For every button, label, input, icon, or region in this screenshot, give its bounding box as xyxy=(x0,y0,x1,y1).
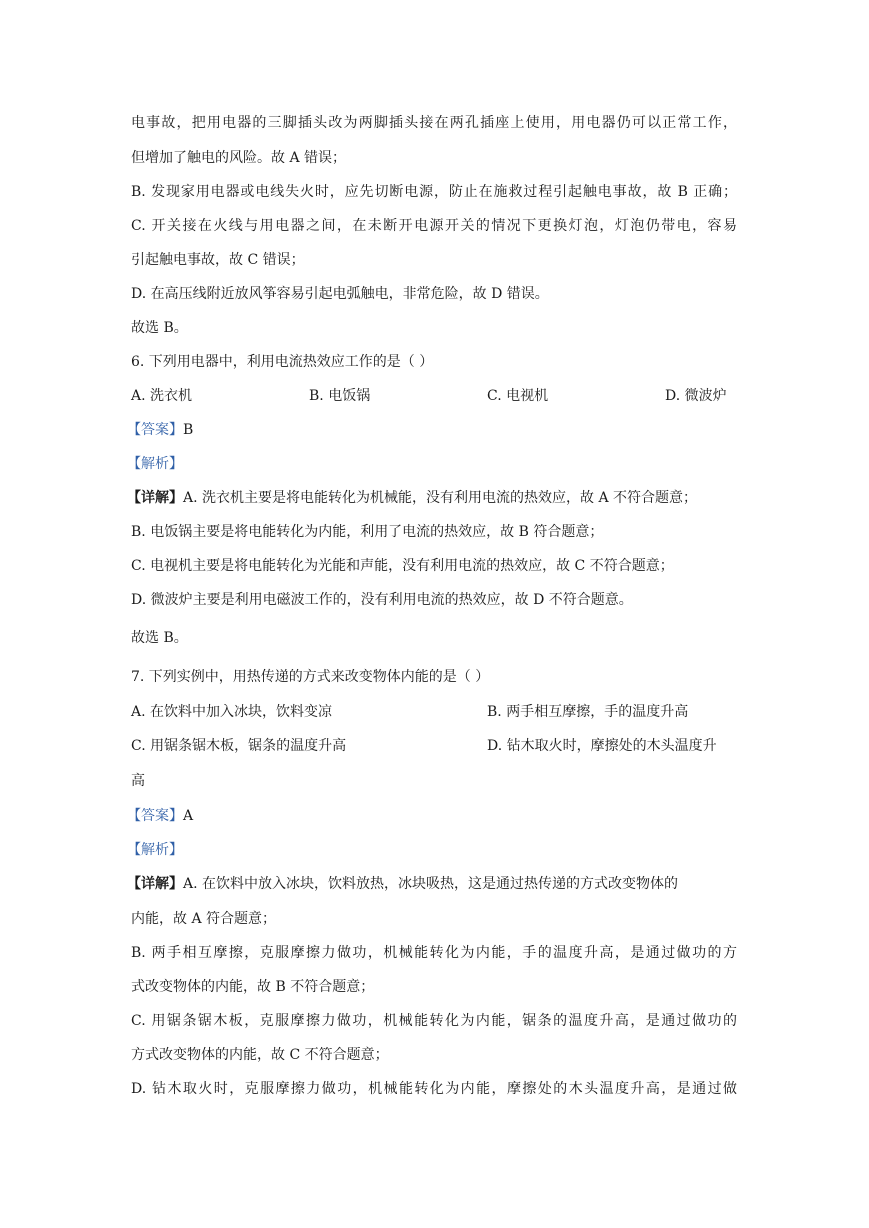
question-6-stem: 6. 下列用电器中，利用电流热效应工作的是（ ） xyxy=(131,354,434,370)
question-6-option-d: D. 微波炉 xyxy=(665,388,727,404)
question-7-option-a: A. 在饮料中加入冰块，饮料变凉 xyxy=(131,704,333,720)
paragraph-line: C. 用锯条锯木板，克服摩擦力做功，机械能转化为内能，锯条的温度升高，是通过做功的 xyxy=(131,1013,737,1029)
question-6-option-b: B. 电饭锅 xyxy=(309,388,371,404)
detail-text: A. 在饮料中放入冰块，饮料放热，冰块吸热，这是通过热传递的方式改变物体的 xyxy=(183,876,679,892)
paragraph-line: B. 两手相互摩擦，克服摩擦力做功，机械能转化为内能，手的温度升高，是通过做功的方 xyxy=(131,945,737,961)
question-6-detail xyxy=(127,488,697,508)
question-7-stem: 7. 下列实例中，用热传递的方式来改变物体内能的是（ ） xyxy=(131,669,490,685)
detail-tag: 【详解】 xyxy=(127,490,183,506)
question-7-option-d-continued: 高 xyxy=(131,773,145,789)
question-7-option-b: B. 两手相互摩擦，手的温度升高 xyxy=(487,704,689,720)
option-d-explanation: D. 在高压线附近放风筝容易引起电弧触电，非常危险，故 D 错误。 xyxy=(131,286,549,302)
paragraph-line: 电事故，把用电器的三脚插头改为两脚插头接在两孔插座上使用，用电器仍可以正常工作， xyxy=(131,115,737,131)
answer-tag: 【答案】 xyxy=(127,422,183,438)
analysis-tag: 【解析】 xyxy=(127,842,183,858)
paragraph-line: 但增加了触电的风险。故 A 错误； xyxy=(131,150,347,166)
question-6-option-c: C. 电视机 xyxy=(487,388,549,404)
question-7-answer xyxy=(127,806,193,826)
paragraph-line: C. 电视机主要是将电能转化为光能和声能，没有利用电流的热效应，故 C 不符合题意； xyxy=(131,558,674,574)
conclusion: 故选 B。 xyxy=(131,320,188,336)
paragraph-line: D. 钻木取火时，克服摩擦力做功，机械能转化为内能，摩擦处的木头温度升高，是通过做 xyxy=(131,1081,737,1097)
answer-value: B xyxy=(183,422,194,438)
answer-tag: 【答案】 xyxy=(127,808,183,824)
paragraph-line: 式改变物体的内能，故 B 不符合题意； xyxy=(131,979,375,995)
question-6-option-a: A. 洗衣机 xyxy=(131,388,193,404)
question-7-option-d: D. 钻木取火时，摩擦处的木头温度升 xyxy=(487,738,717,754)
paragraph-line: D. 微波炉主要是利用电磁波工作的，没有利用电流的热效应，故 D 不符合题意。 xyxy=(131,592,633,608)
paragraph-line: B. 电饭锅主要是将电能转化为内能，利用了电流的热效应，故 B 符合题意； xyxy=(131,524,604,540)
analysis-tag: 【解析】 xyxy=(127,456,183,472)
paragraph-line: 方式改变物体的内能，故 C 不符合题意； xyxy=(131,1047,389,1063)
detail-text: A. 洗衣机主要是将电能转化为机械能，没有利用电流的热效应，故 A 不符合题意； xyxy=(183,490,698,506)
question-7-detail xyxy=(127,874,678,894)
option-b-explanation: B. 发现家用电器或电线失火时，应先切断电源，防止在施救过程引起触电事故，故 B 正确； xyxy=(131,184,737,200)
paragraph-line: 内能，故 A 符合题意； xyxy=(131,911,277,927)
question-6-answer xyxy=(127,420,193,440)
conclusion: 故选 B。 xyxy=(131,630,188,646)
paragraph-line: 引起触电事故，故 C 错误； xyxy=(131,252,305,268)
question-7-option-c: C. 用锯条锯木板，锯条的温度升高 xyxy=(131,738,347,754)
option-c-explanation: C. 开关接在火线与用电器之间，在未断开电源开关的情况下更换灯泡，灯泡仍带电，容易 xyxy=(131,218,737,234)
detail-tag: 【详解】 xyxy=(127,876,183,892)
answer-value: A xyxy=(183,808,194,824)
